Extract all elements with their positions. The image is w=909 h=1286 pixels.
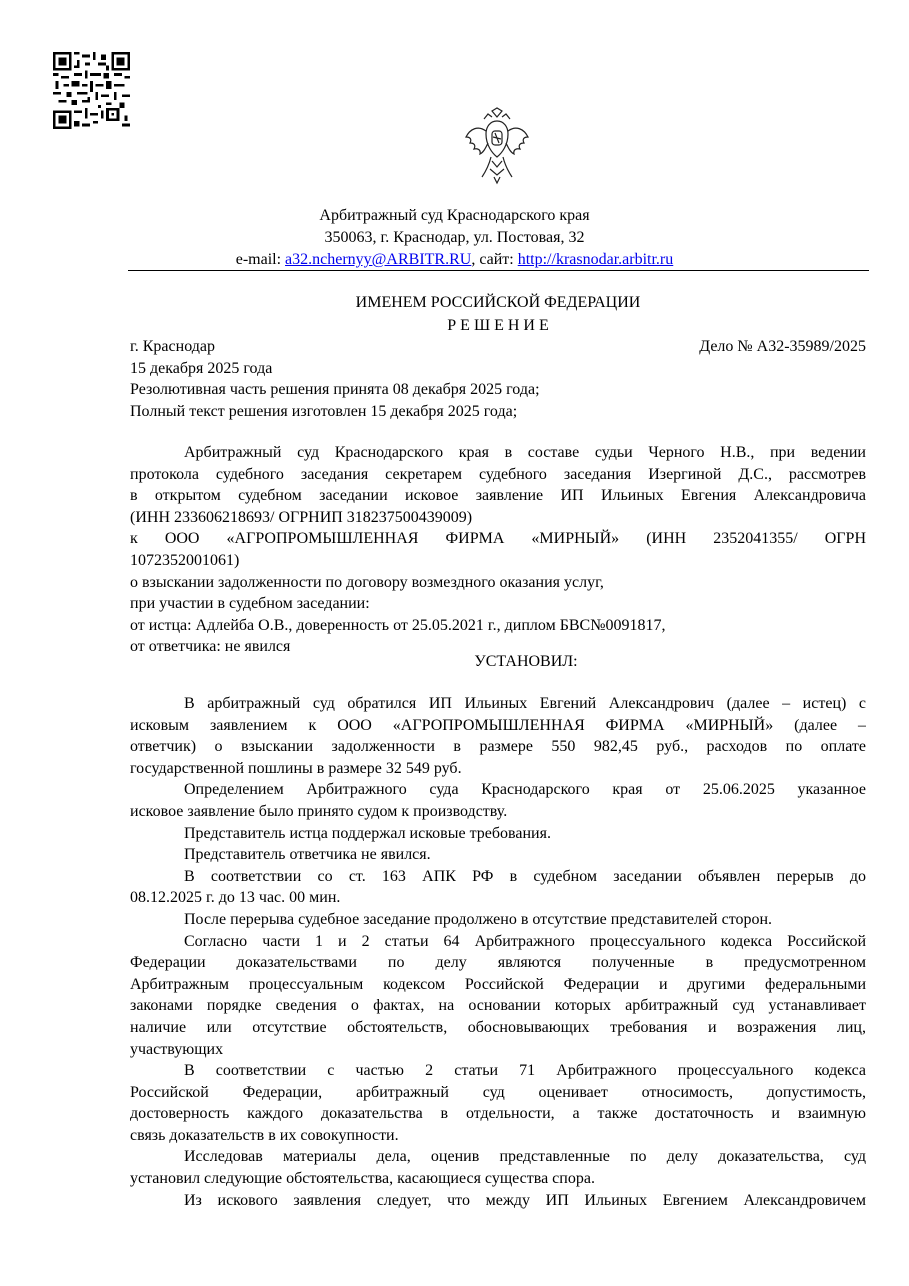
intro-line: о взыскании задолженности по договору возмездного оказания услуг, <box>130 573 604 591</box>
site-label: , сайт: <box>471 251 518 268</box>
title-in-the-name: ИМЕНЕМ РОССИЙСКОЙ ФЕДЕРАЦИИ <box>355 294 641 311</box>
body-line: Определением Арбитражного суда Краснодарского края от 25.06.2025 указанное <box>184 781 866 799</box>
court-address: 350063, г. Краснодар, ул. Постовая, 32 <box>324 229 585 246</box>
resolution-date-line: Резолютивная часть решения принята 08 декабря 2025 года; <box>130 381 540 399</box>
coat-of-arms-emblem <box>462 107 532 185</box>
body-line: связь доказательств в их совокупности. <box>130 1126 399 1144</box>
body-line: Исследовав материалы дела, оценив представленные по делу доказательства, суд <box>184 1148 866 1166</box>
body-line: исковое заявление было принято судом к производству. <box>130 802 508 820</box>
intro-line: 1072352001061) <box>130 551 240 569</box>
header-divider <box>128 270 869 271</box>
qr-code <box>53 52 130 129</box>
body-line: Из искового заявления следует, что между ИП Ильиных Евгением Александровичем <box>184 1191 866 1209</box>
body-line: Согласно части 1 и 2 статьи 64 Арбитражного процессуального кодекса Российской <box>184 932 866 950</box>
body-line: Представитель ответчика не явился. <box>184 846 431 864</box>
court-name: Арбитражный суд Краснодарского края <box>319 207 590 224</box>
body-line: законами порядке сведения о фактах, на основании которых арбитражный суд устанавливает <box>130 997 866 1015</box>
body-line: участвующих <box>130 1040 224 1058</box>
body-line: достоверность каждого доказательства в отдельности, а также достаточность и взаимную <box>130 1105 866 1123</box>
intro-line: от истца: Адлейба О.В., доверенность от 25.05.2021 г., диплом БВС№0091817, <box>130 616 666 634</box>
body-line: установил следующие обстоятельства, касающиеся существа спора. <box>130 1170 595 1188</box>
body-line: государственной пошлины в размере 32 549 руб. <box>130 759 462 777</box>
decision-body <box>130 693 866 1211</box>
court-header <box>0 205 909 271</box>
site-link[interactable]: http://krasnodar.arbitr.ru <box>517 251 674 268</box>
body-line: наличие или отсутствие обстоятельств, обосновывающих требования и возражения лиц, <box>130 1018 866 1036</box>
body-line: В соответствии с частью 2 статьи 71 Арбитражного процессуального кодекса <box>184 1062 866 1080</box>
case-number: Дело № А32-35989/2025 <box>699 338 866 355</box>
body-line: Федерации доказательствами по делу являются полученные в предусмотренном <box>130 954 866 972</box>
body-line: После перерыва судебное заседание продолжено в отсутствие представителей сторон. <box>184 910 773 928</box>
body-line: Российской Федерации, арбитражный суд оценивает относимость, допустимость, <box>130 1083 866 1101</box>
city: г. Краснодар <box>130 338 215 355</box>
title-decision: Р Е Ш Е Н И Е <box>447 317 549 334</box>
email-label: e-mail: <box>235 251 286 268</box>
city-case-row <box>130 336 866 358</box>
email-link[interactable]: a32.nchernyy@ARBITR.RU <box>285 251 472 268</box>
full-text-date-line: Полный текст решения изготовлен 15 декабря 2025 года; <box>130 402 518 420</box>
body-line: Представитель истца поддержал исковые требования. <box>184 824 551 842</box>
intro-line: от ответчика: не явился <box>130 638 291 656</box>
body-line: В соответствии со ст. 163 АПК РФ в судебном заседании объявлен перерыв до <box>184 867 866 885</box>
intro-line: (ИНН 233606218693/ ОГРНИП 318237500439009) <box>130 508 473 526</box>
body-line: исковым заявлением к ООО «АГРОПРОМЫШЛЕННАЯ ФИРМА «МИРНЫЙ» (далее – <box>130 716 866 734</box>
body-line: ответчик) о взыскании задолженности в размере 550 982,45 руб., расходов по оплате <box>130 738 866 756</box>
body-line: 08.12.2025 г. до 13 час. 00 мин. <box>130 889 341 907</box>
intro-section <box>130 442 866 658</box>
intro-line: протокола судебного заседания секретарем судебного заседания Изергиной Д.С., рассмотрев <box>130 465 866 483</box>
decision-date: 15 декабря 2025 года <box>130 359 273 377</box>
intro-line: Арбитражный суд Краснодарского края в составе судьи Черного Н.В., при ведении <box>184 444 866 461</box>
body-line: В арбитражный суд обратился ИП Ильиных Евгений Александрович (далее – истец) с <box>184 695 866 712</box>
intro-line: к ООО «АГРОПРОМЫШЛЕННАЯ ФИРМА «МИРНЫЙ» (ИНН 2352041355/ ОГРН <box>130 530 866 548</box>
body-line: Арбитражным процессуальным кодексом Российской Федерации и другими федеральными <box>130 975 866 993</box>
case-meta <box>130 336 866 422</box>
intro-line: в открытом судебном заседании исковое заявление ИП Ильиных Евгения Александровича <box>130 487 866 505</box>
established-heading: УСТАНОВИЛ: <box>474 653 578 670</box>
court-contacts <box>0 249 909 271</box>
intro-line: при участии в судебном заседании: <box>130 595 370 613</box>
